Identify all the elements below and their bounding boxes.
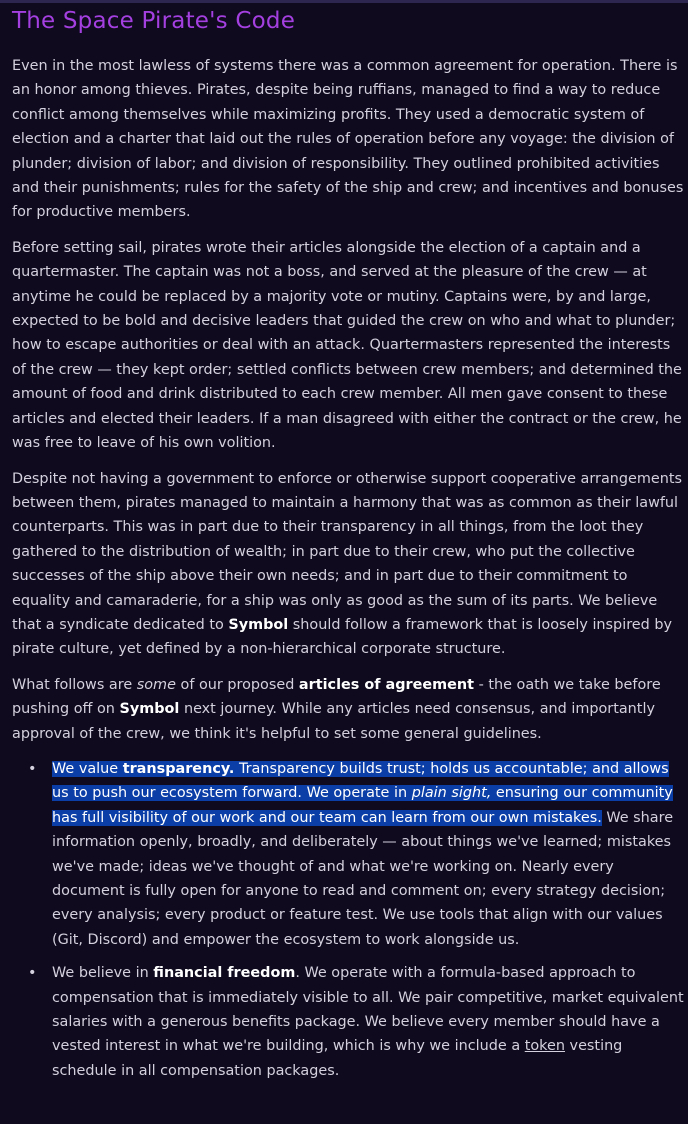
text-segment: Despite not having a government to enforce or otherwise support cooperative arrangements between them, pirates managed to maintain a harmony that was as common as their lawful counterparts. This was in part due to their transparency in all things, from the loot they gathered to the distribution of wealth; in part due to their crew, who put the collective successes of the ship above their own needs; and in part due to their commitment to equality and camaraderie, for a ship was only as good as the sum of its parts. We believe that a syndicate dedicated to	[12, 470, 683, 633]
paragraph-harmony	[12, 467, 684, 662]
text-segment: ensuring our community has full visibility of our work and our team can learn from our own mistakes.	[52, 785, 673, 826]
paragraph-articles	[12, 673, 684, 746]
list-item-financial-freedom	[28, 961, 684, 1083]
emphasis-symbol: Symbol	[119, 701, 180, 718]
text-segment: - the oath we take before pushing off on	[12, 676, 661, 718]
bullet-icon: •	[28, 965, 37, 982]
text-segment: . We operate with a formula-based approach to compensation that is immediately visible to all. We pair competitive, market equivalent salaries with a generous benefits package. We believe every member should have a vested interest in what we're building, which is why we include a	[52, 965, 684, 1055]
emphasis-articles-of-agreement: articles of agreement	[298, 676, 475, 693]
paragraph-captain: Before setting sail, pirates wrote their articles alongside the election of a captain and a quartermaster. The captain was not a boss, and served at the pleasure of the crew — at anytime he could be replaced by a majority vote or mutiny. Captains were, by and large, expected to be bold and decisive leaders that guided the crew on who and what to plunder; how to escape authorities or deal with an attack. Quartermasters represented the interests of the crew — they kept order; settled conflicts between crew members; and determined the amount of food and drink distributed to each crew member. All men gave consent to these articles and elected their leaders. If a man disagreed with either the contract or the crew, he was free to leave of his own volition.	[12, 239, 682, 452]
paragraph-intro: Even in the most lawless of systems there was a common agreement for operation. There is an honor among thieves. Pirates, despite being ruffians, managed to find a way to reduce conflict among themselves while maximizing profits. They used a democratic system of election and a charter that laid out the rules of operation before any voyage: the division of plunder; division of labor; and division of responsibility. They outlined prohibited activities and their punishments; rules for the safety of the ship and crew; and incentives and bonuses for productive members.	[12, 58, 684, 221]
selected-text[interactable]	[52, 761, 673, 826]
emphasis-plain-sight: plain sight,	[411, 785, 492, 802]
emphasis-transparency: transparency.	[122, 760, 235, 777]
bullet-icon: •	[28, 760, 37, 777]
top-border	[0, 0, 688, 3]
token-link[interactable]: token	[524, 1038, 565, 1055]
page-title: The Space Pirate's Code	[12, 8, 296, 34]
emphasis-some: some	[136, 676, 176, 693]
text-segment: Transparency builds trust; holds us accountable; and allows us to push our ecosystem forward. We operate in	[52, 760, 669, 802]
list-item-transparency	[28, 757, 684, 952]
text-segment: What follows are	[12, 676, 137, 693]
text-segment: We value	[52, 760, 123, 777]
articles-list	[12, 757, 684, 1083]
emphasis-financial-freedom: financial freedom	[153, 965, 296, 982]
text-segment: next journey. While any articles need consensus, and importantly approval of the crew, we think it's helpful to set some general guidelines.	[12, 701, 655, 742]
text-segment: vesting schedule in all compensation packages.	[52, 1038, 623, 1079]
emphasis-symbol: Symbol	[228, 616, 289, 633]
text-segment: We believe in	[52, 965, 154, 982]
text-segment: should follow a framework that is loosely inspired by pirate culture, yet defined by a non-hierarchical corporate structure.	[12, 616, 673, 658]
text-segment: We share information openly, broadly, and deliberately — about things we've learned; mistakes we've made; ideas we've thought of and what we're working on. Nearly every document is fully open for anyone to read and comment on; every strategy decision; every analysis; every product or feature test. We use tools that align with our values (Git, Discord) and empower the ecosystem to work alongside us.	[52, 809, 674, 948]
article	[12, 6, 684, 1092]
text-segment: of our proposed	[175, 676, 299, 693]
